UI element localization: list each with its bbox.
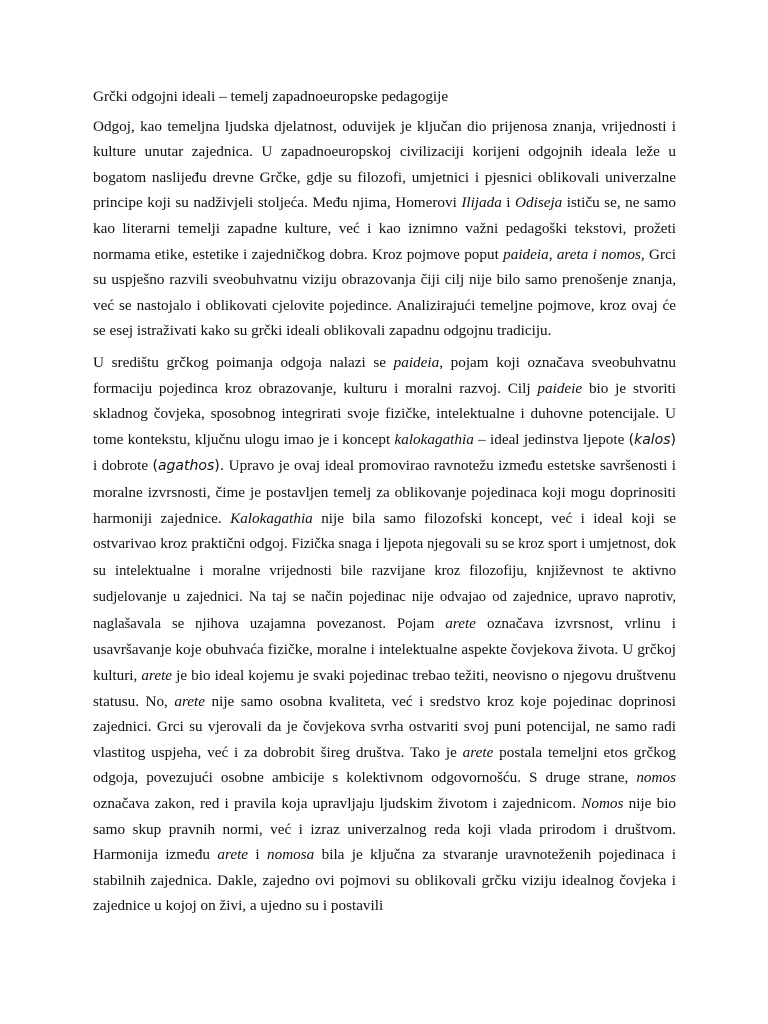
text-run: ( [628,431,635,448]
text-run: Upravo je ovaj ideal promovirao ravnotežu između estetske savršenosti i moralne izvrsnosti, čime je postavljen temelj za oblikovanje pojedinaca koji mogu doprinositi harmoniji zajednice. [93,457,676,527]
text-run: nije bio samo skup pravnih normi, već i izraz univerzalnog reda koji vlada prirodom i društvom. Harmonija između [93,795,677,864]
italic-term: arete [217,846,249,864]
italic-term: paideia, areta i nomos [503,245,641,263]
text-run: U središtu grčkog poimanja odgoja nalazi se [93,353,394,371]
text-run: bila je ključna za stvaranje uravnoteženih pojedinaca i stabilnih zajednica. Dakle, zajedno ovi pojmovi su oblikovali grčku viziju idealnog čovjeka i zajednice u kojoj on živi, a ujedno su i postavili [93,846,676,915]
text-run: je bio ideal kojemu je svaki pojedinac trebao težiti, neovisno o njegovu društvenu statusu. No, [93,667,677,710]
text-run: ističu se, ne samo kao literarni temelji zapadne kulture, već i kao iznimno važni pedagoški tekstovi, prožeti normama etike, estetike i zajedničkog dobra. Kroz pojmove poput [93,194,676,263]
paragraph-introduction [93,114,676,344]
italic-term: paideie [537,379,583,397]
text-run: bio je stvoriti skladnog čovjeka, sposobnog integrirati svoje fizičke, intelektualne i duhovne potencijale. U tome kontekstu, ključnu ulogu imao je i koncept [93,379,676,448]
text-run: postala temeljni etos grčkog odgoja, povezujući osobne ambicije s kolektivnom odgovornošću. S druge strane, [93,743,676,787]
text-run: Odgoj, kao temeljna ljudska djelatnost, oduvijek je ključan dio prijenosa znanja, vrijednosti i kulture unutar zajednica. U zapadnoeuropskoj civilizaciji korijeni odgojnih ideala leže u bogatom naslijeđu drevne Grčke, gdje su filozofi, umjetnici i pjesnici oblikovali univerzalne principe koji su nadživjeli stoljeća. Među njima, Homerovi [93,117,676,212]
document-title: Grčki odgojni ideali – temelj zapadnoeuropske pedagogije [93,88,449,105]
text-run: i [248,846,268,864]
italic-term: Nomos [581,795,624,813]
italic-term: nomos [636,769,676,787]
text-run: označava zakon, red i pravila koja upravljaju ljudskim životom i zajednicom. [93,795,582,813]
text-run: označava izvrsnost, vrlinu i usavršavanje koje obuhvaća fizičke, moralne i intelektualne aspekte čovjekova života. U grčkoj kulturi, [93,614,676,685]
italic-term: arete [141,667,173,685]
italic-term: paideia [393,353,440,371]
text-run: Fizička snaga i ljepota njegovali su se kroz sport i umjetnost, dok su intelektualne i moralne vrijednosti bile razvijane kroz filozofiju, književnost te aktivno sudjelovanje u zajednici. Na taj se način pojedinac nije odvajao od zajednice, upravo naprotiv, naglašavala se njihova uzajamna povezanost. Pojam [93,536,676,632]
text-run: , Grci su uspješno razvili sveobuhvatnu viziju obrazovanja čiji cilj nije bilo samo prenošenje znanja, već se nastojalo i oblikovati cjelovite pojedince. Analizirajući temeljne pojmove, kroz ovaj će se esej istraživati kako su grčki ideali oblikovali zapadnu odgojnu tradiciju. [93,245,676,340]
italic-term: Kalokagathia [230,509,313,527]
italic-term: arete [462,743,494,761]
text-run: ) [670,431,676,448]
document-page [93,84,676,925]
text-run: , pojam koji označava sveobuhvatnu formaciju pojedinca kroz obrazovanje, kulturu i moralni razvoj. Cilj [93,353,676,397]
text-run: – ideal jedinstva ljepote [473,430,629,448]
text-run: i [501,194,516,212]
italic-term: nomosa [267,846,315,864]
italic-term: agathos [157,458,215,475]
text-run: ( [152,458,158,475]
italic-term: kalos [634,431,671,448]
text-run: nije samo osobna kvaliteta, već i sredstvo kroz koje pojedinac doprinosi zajednici. Grci su vjerovali da je čovjekova svrha ostvariti svoj puni potencijal, ne samo radi vlastitog uspjeha, već i za dobrobit šireg društva. Tako je [93,692,677,761]
text-run: i dobrote [93,457,153,475]
text-run: ). [214,458,225,475]
text-run: nije bila samo filozofski koncept, već i ideal koji se ostvarivao kroz praktični odgoj. [93,509,676,553]
italic-term: Ilijada [461,194,502,212]
italic-term: Odiseja [515,194,563,212]
italic-term: kalokagathia [394,430,474,448]
paragraph-paideia [93,350,676,919]
italic-term: arete [174,692,206,710]
italic-term: arete [445,614,476,632]
